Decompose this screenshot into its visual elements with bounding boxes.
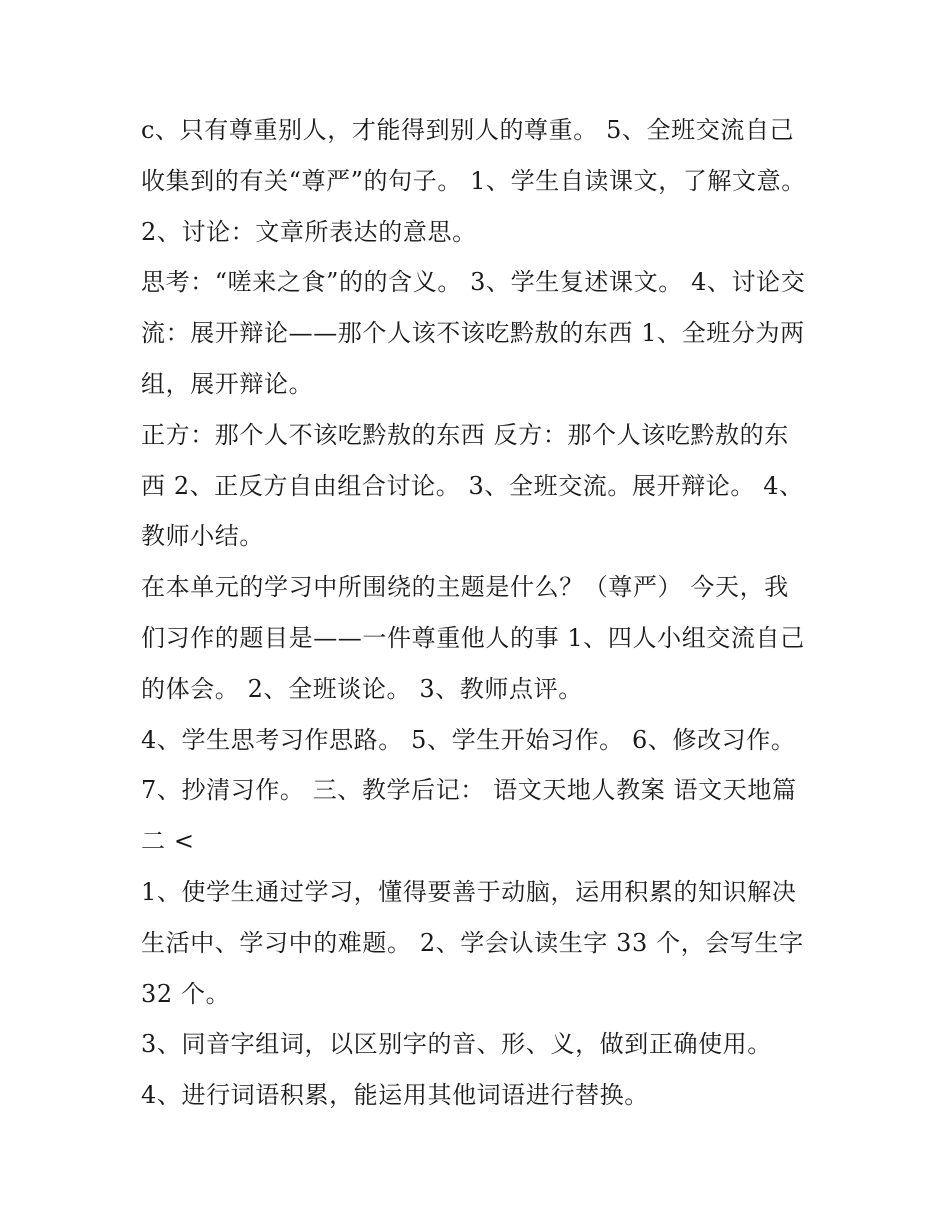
text-line-9: 教师小结。 <box>141 522 264 551</box>
text-line-3: 2、讨论：文章所表达的意思。 <box>141 217 477 246</box>
text-line-1: c、只有尊重别人，才能得到别人的尊重。 5、全班交流自己 <box>141 116 795 144</box>
text-line-4: 思考：“嗟来之食”的的含义。 3、学生复述课文。 4、讨论交 <box>141 268 806 297</box>
text-line-5: 流：展开辩论——那个人该不该吃黔敖的东西 1、全班分为两 <box>141 319 805 348</box>
text-line-19: 3、同音字组词，以区别字的音、形、义，做到正确使用。 <box>141 1030 772 1059</box>
text-line-12: 的体会。 2、全班谈论。 3、教师点评。 <box>141 674 583 703</box>
text-line-16: 1、使学生通过学习，懂得要善于动脑，运用积累的知识解决 <box>141 877 797 906</box>
text-line-18: 32 个。 <box>141 979 231 1008</box>
text-line-7: 正方：那个人不该吃黔敖的东西 反方：那个人该吃黔敖的东 <box>141 420 789 449</box>
text-line-2: 收集到的有关“尊严”的句子。 1、学生自读课文，了解文意。 <box>141 166 806 195</box>
text-line-20: 4、进行词语积累，能运用其他词语进行替换。 <box>141 1081 649 1110</box>
text-line-17: 生活中、学习中的难题。 2、学会认读生字 33 个，会写生字 <box>141 928 804 957</box>
text-line-10: 在本单元的学习中所围绕的主题是什么？（尊严） 今天，我 <box>141 573 789 602</box>
text-line-8: 西 2、正反方自由组合讨论。 3、全班交流。展开辩论。 4、 <box>141 471 804 500</box>
text-line-14: 7、抄清习作。 三、教学后记： 语文天地人教案 语文天地篇 <box>141 776 797 805</box>
text-line-6: 组，展开辩论。 <box>141 369 314 398</box>
document-body <box>141 105 811 1121</box>
text-line-15: 二 < <box>141 827 195 856</box>
text-line-11: 们习作的题目是——一件尊重他人的事 1、四人小组交流自己 <box>141 623 805 652</box>
text-line-13: 4、学生思考习作思路。 5、学生开始习作。 6、修改习作。 <box>141 725 796 754</box>
